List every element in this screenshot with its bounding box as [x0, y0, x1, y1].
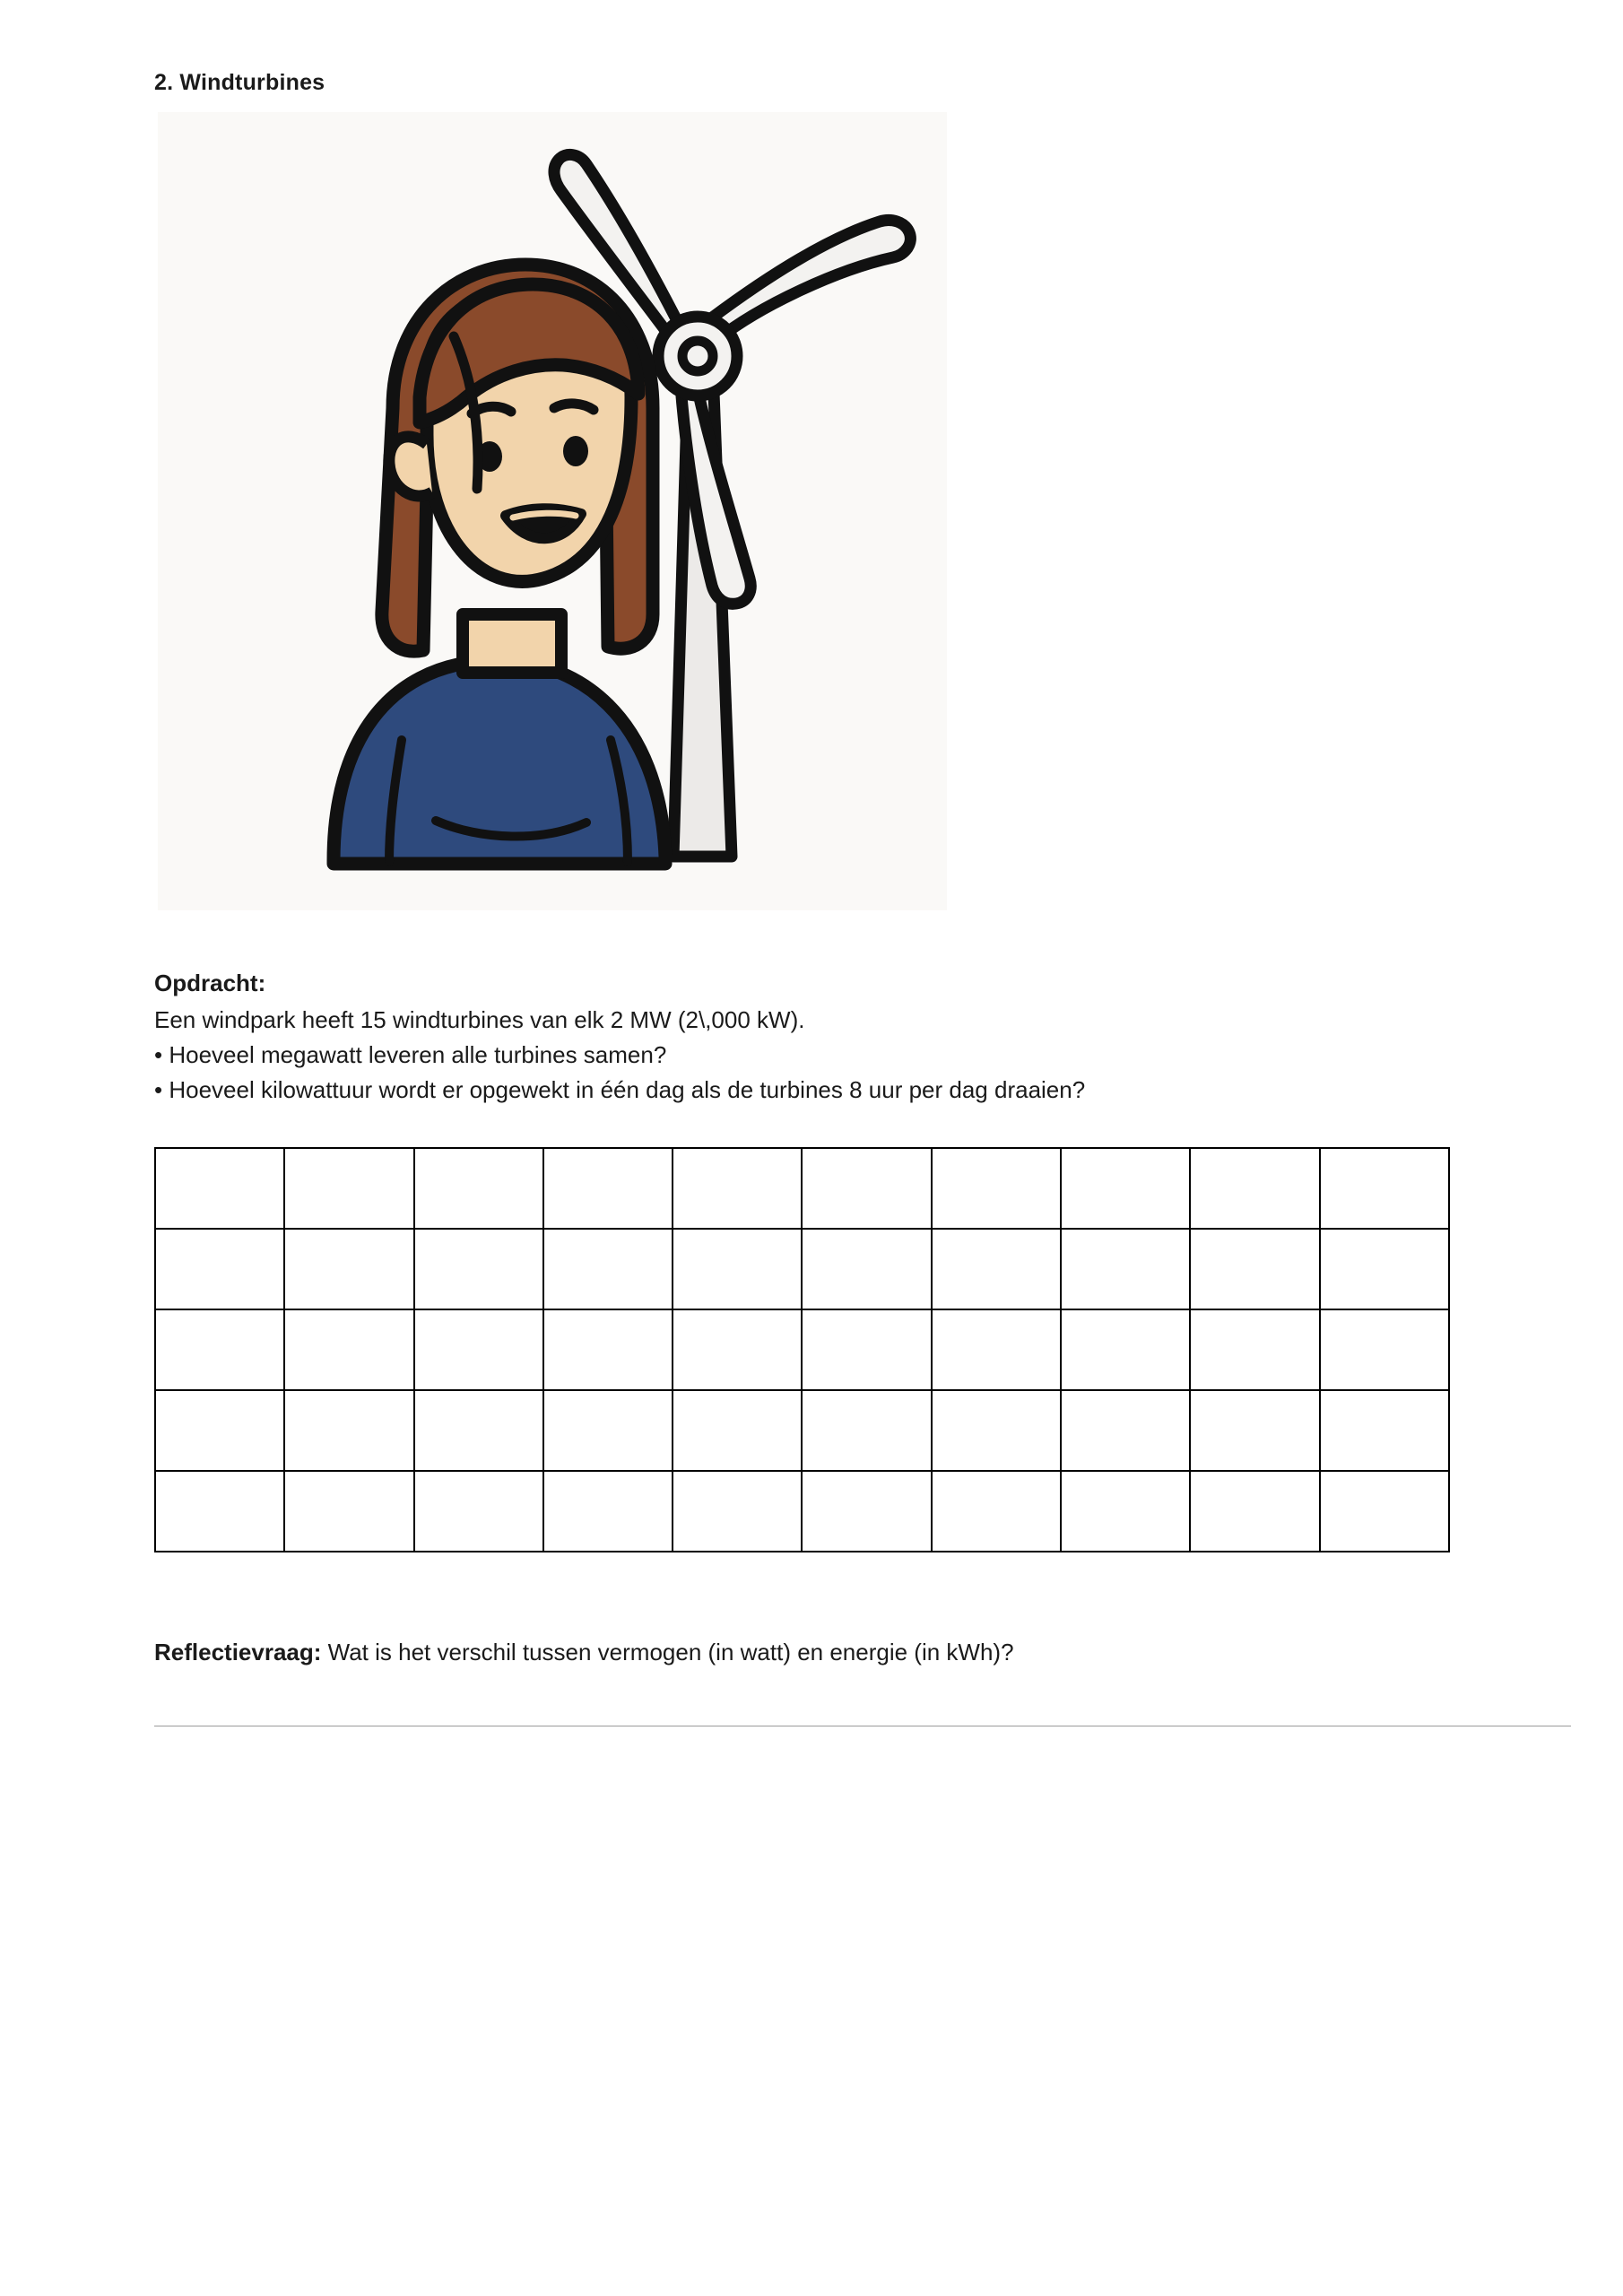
grid-cell[interactable] [1320, 1390, 1449, 1471]
grid-cell[interactable] [1320, 1229, 1449, 1309]
grid-cell[interactable] [1061, 1390, 1190, 1471]
grid-cell[interactable] [802, 1390, 931, 1471]
grid-cell[interactable] [673, 1229, 802, 1309]
grid-cell[interactable] [284, 1309, 413, 1390]
grid-cell[interactable] [802, 1471, 931, 1552]
task-intro: Een windpark heeft 15 windturbines van elk 2 MW (2\,000 kW). [154, 1006, 805, 1033]
table-row[interactable] [155, 1309, 1449, 1390]
grid-cell[interactable] [414, 1309, 543, 1390]
grid-cell[interactable] [1320, 1309, 1449, 1390]
grid-cell[interactable] [1190, 1390, 1319, 1471]
page-title: 2. Windturbines [154, 70, 325, 95]
grid-cell[interactable] [543, 1471, 673, 1552]
grid-cell[interactable] [1061, 1309, 1190, 1390]
answer-grid[interactable] [154, 1147, 1450, 1552]
grid-cell[interactable] [932, 1390, 1061, 1471]
task-label: Opdracht: [154, 970, 266, 996]
grid-cell[interactable] [284, 1471, 413, 1552]
reflection-question [154, 1639, 1571, 1666]
grid-cell[interactable] [155, 1148, 284, 1229]
grid-cell[interactable] [1061, 1229, 1190, 1309]
grid-cell[interactable] [543, 1309, 673, 1390]
grid-cell[interactable] [414, 1229, 543, 1309]
grid-cell[interactable] [1320, 1148, 1449, 1229]
reflection-label: Reflectievraag: [154, 1639, 322, 1665]
grid-cell[interactable] [1061, 1471, 1190, 1552]
grid-cell[interactable] [284, 1390, 413, 1471]
table-row[interactable] [155, 1471, 1449, 1552]
grid-cell[interactable] [802, 1148, 931, 1229]
grid-cell[interactable] [932, 1148, 1061, 1229]
grid-cell[interactable] [284, 1229, 413, 1309]
grid-cell[interactable] [543, 1229, 673, 1309]
table-row[interactable] [155, 1148, 1449, 1229]
grid-cell[interactable] [932, 1471, 1061, 1552]
grid-cell[interactable] [673, 1390, 802, 1471]
grid-cell[interactable] [414, 1148, 543, 1229]
grid-cell[interactable] [155, 1390, 284, 1471]
grid-cell[interactable] [673, 1471, 802, 1552]
grid-cell[interactable] [1190, 1229, 1319, 1309]
table-row[interactable] [155, 1390, 1449, 1471]
grid-cell[interactable] [932, 1229, 1061, 1309]
grid-cell[interactable] [1190, 1148, 1319, 1229]
grid-cell[interactable] [414, 1390, 543, 1471]
grid-cell[interactable] [155, 1471, 284, 1552]
grid-cell[interactable] [673, 1309, 802, 1390]
grid-cell[interactable] [543, 1390, 673, 1471]
grid-cell[interactable] [155, 1309, 284, 1390]
grid-cell[interactable] [1320, 1471, 1449, 1552]
reflection-text: Wat is het verschil tussen vermogen (in watt) en energie (in kWh)? [321, 1639, 1014, 1665]
grid-cell[interactable] [543, 1148, 673, 1229]
task-bullet-2: • Hoeveel kilowattuur wordt er opgewekt in één dag als de turbines 8 uur per dag draaien? [154, 1076, 1086, 1103]
page-content [154, 70, 1571, 1726]
illustration-figure [158, 112, 947, 910]
grid-cell[interactable] [414, 1471, 543, 1552]
grid-cell[interactable] [932, 1309, 1061, 1390]
grid-cell[interactable] [155, 1229, 284, 1309]
table-row[interactable] [155, 1229, 1449, 1309]
grid-cell[interactable] [1061, 1148, 1190, 1229]
girl-and-wind-turbine-icon [158, 112, 947, 910]
grid-cell[interactable] [673, 1148, 802, 1229]
grid-cell[interactable] [802, 1309, 931, 1390]
grid-cell[interactable] [1190, 1471, 1319, 1552]
task-bullet-1: • Hoeveel megawatt leveren alle turbines samen? [154, 1041, 667, 1068]
grid-cell[interactable] [1190, 1309, 1319, 1390]
task-block [154, 966, 1571, 1108]
grid-cell[interactable] [802, 1229, 931, 1309]
grid-cell[interactable] [284, 1148, 413, 1229]
